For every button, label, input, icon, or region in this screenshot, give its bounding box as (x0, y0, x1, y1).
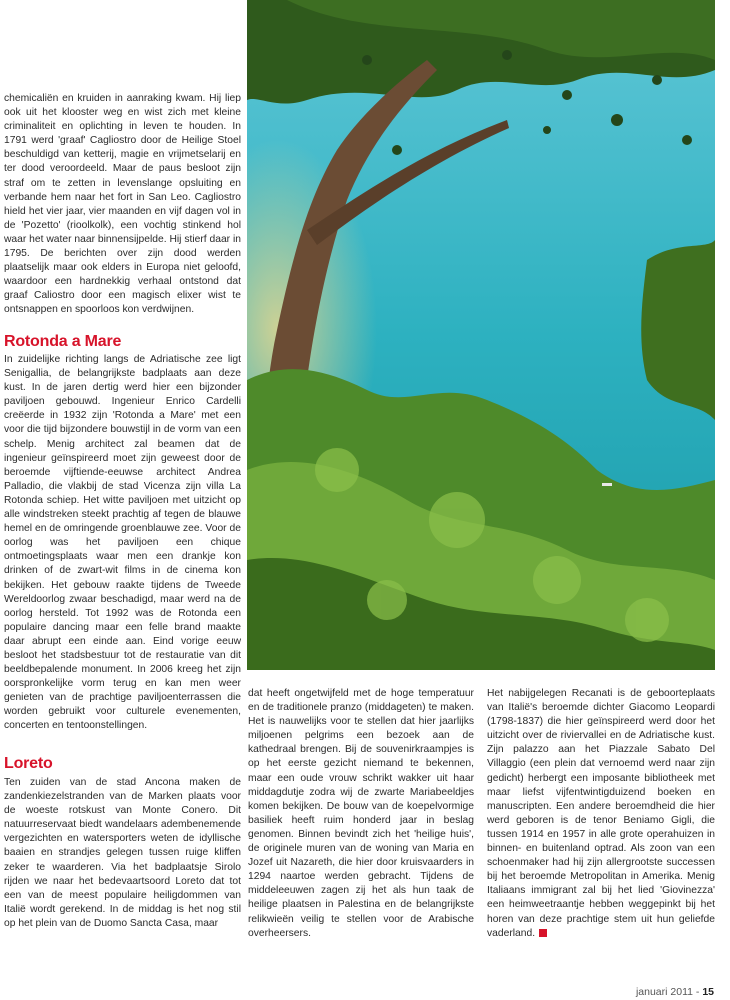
right-column (487, 687, 715, 941)
article-end-mark (539, 929, 547, 937)
loreto-paragraph: Ten zuiden van de stad Ancona maken de zandenkiezelstranden van de Marken plaats voor de woeste rotskust van Monte Conero. Dit natuurreservaat biedt wandelaars adembenemende vergezichten en watersporters weten de idyllische baaien en strandjes gelegen tussen ruige kliffen zeker te waarderen. Via het badplaatsje Sirolo rijden we naar het bedevaartsoord Loreto dat tot een van de meest populaire heiligdommen van Italië wordt gerekend. In de middag is het nog stil op het plein van de Duomo Sancta Casa, maar (4, 777, 241, 929)
coastal-photo-illustration (247, 0, 715, 670)
coastal-photo (247, 0, 715, 670)
rotonda-paragraph: In zuidelijke richting langs de Adriatische zee ligt Senigallia, de belangrijkste badplaats aan deze kust. In de jaren dertig werd hier een bijzonder paviljoen gebouwd. Ingenieur Enrico Cardelli creëerde in 1932 zijn 'Rotonda a Mare' met een voor die tijd bijzondere bouwstijl in de vorm van een schelp. Menig architect zal beamen dat de ingenieur geïnspireerd moet zijn geweest door de beroemde vijftiende-eeuwse architect Andrea Palladio, die vlakbij de stad Vicenza zijn villa La Rotonda schiep. Het witte paviljoen met uitzicht op alle windstreken steekt prachtig af tegen de blauwe hemel en de omringende groenblauwe zee. Voor de oorlog was het paviljoen een chique ontmoetingsplaats waar men een drankje kon drinken of de zwart-wit films in de cinema kon bekijken. Het gebouw raakte tijdens de Tweede Wereldoorlog zwaar beschadigd, maar werd na de oorlog hersteld. Tot 1992 was de Rotonda een populaire dancing maar een felle brand maakte daar abrupt een einde aan. Eind vorige eeuw besloot het stadsbestuur tot de restauratie van dit beeldbepalende monument. In 2006 kreeg het zijn oorspronkelijke vorm terug en kan men weer genieten van de prachtige paviljoenterrassen die worden gebruikt voor culturele evenementen, concerten en tentoonstellingen. (4, 354, 241, 732)
right-paragraph (487, 687, 715, 941)
intro-paragraph: chemicaliën en kruiden in aanraking kwam. Hij liep ook uit het klooster weg en wist zich met kleine criminaliteit en oplichting in leven te houden. In 1791 werd 'graaf' Cagliostro door de Heilige Stoel beschuldigd van ketterij, magie en vrijmetselarij en ter dood veroordeeld. Maar de paus besloot zijn straf om te zetten in levenslange opsluiting en verbande hem naar het fort in San Leo. Cagliostro hield het vier jaar, vier maanden en vijf dagen vol in de 'Pozetto' (rioolkolk), een vochtig stinkend hol waar het water naar binnensijpelde. Hij stierf daar in 1795. De berichten over zijn dood werden plaatselijk maar ook elders in Europa niet geloofd, waardoor een hardnekkig verhaal ontstond dat graaf Caliostro door een magisch elixer wist te ontsnappen en spoorloos kon verdwijnen. (4, 93, 241, 316)
rotonda-section (4, 353, 241, 734)
middle-column (248, 687, 474, 941)
page-footer (636, 986, 714, 998)
loreto-heading: Loreto (4, 755, 53, 772)
loreto-section (4, 776, 241, 931)
right-paragraph-text: Het nabijgelegen Recanati is de geboorteplaats van Italië's beroemde dichter Giacomo Leopardi (1798-1837) die hier geïnspireerd werd door het uitzicht over de riviervallei en de Adriatische kust. Zijn palazzo aan het Piazzale Sabato Del Villaggio (een plein dat vernoemd werd naar zijn gedicht) herbergt een imposante bibliotheek met maar liefst vijfentwintigduizend boeken en manuscripten. Een andere beroemdheid die hier werd geboren is de tenor Beniamo Gigli, die tussen 1914 en 1957 in alle grote operahuizen in binnen- en buitenland optrad. Als zoon van een schoenmaker had hij zijn allergrootste successen bij het beroemde Metropolitan in Amerika. Menig Italiaans immigrant zal bij het lied 'Giovinezza' een heimweetraantje hebben weggepinkt bij het horen van deze prachtige stem uit hun geliefde vaderland. (487, 688, 715, 939)
rotonda-heading: Rotonda a Mare (4, 333, 122, 350)
page-number: 15 (702, 986, 714, 998)
middle-paragraph: dat heeft ongetwijfeld met de hoge temperatuur en de traditionele pranzo (middageten) te maken. Het is nauwelijks voor te stellen dat hier jaarlijks miljoenen pelgrims een bezoek aan de kathedraal brengen. Bij de souvenirkraampjes is op het eerste gezicht niemand te bekennen, maar een oude vrouw schrikt wakker uit haar middagdutje zodra wij de zwarte Mariabeeldjes komen bekijken. De bouw van de koepelvormige basiliek heeft ruim honderd jaar in beslag genomen. Binnen bevindt zich het 'heilige huis', de originele muren van de woning van Maria en Jozef uit Nazareth, die hier door kruisvaarders in 1294 naartoe werden gebracht. Tijdens de middeleeuwen zagen zij het als hun taak de heilige plaatsen in Palestina en de belangrijkste relikwieën veilig te stellen voor de Arabische overheersers. (248, 688, 474, 939)
footer-date: januari 2011 - (635, 986, 700, 998)
intro-column (4, 92, 241, 318)
